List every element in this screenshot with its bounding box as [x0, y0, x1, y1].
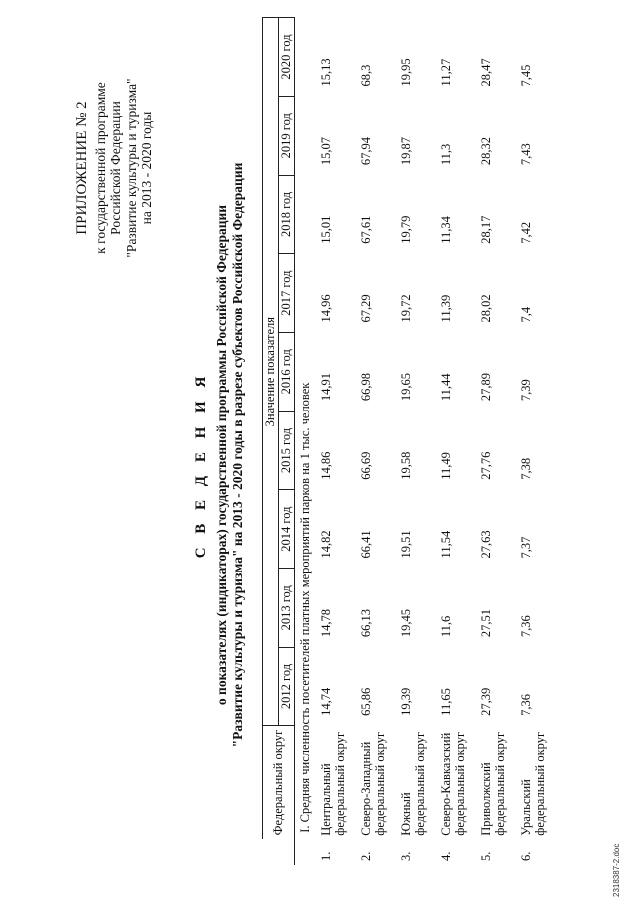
row-number: 4.	[439, 851, 453, 861]
row-value: 27,89	[479, 373, 493, 402]
row-region: Северо-Кавказский федеральный округ	[439, 731, 467, 836]
row-value: 66,69	[359, 451, 373, 480]
subtitle-line: "Развитие культуры и туризма" на 2013 - 2020 годы в разрезе субъектов Российской Федерации	[230, 162, 245, 748]
table-row	[475, 18, 515, 866]
row-region: Южный федеральный округ	[399, 731, 427, 836]
row-region: Центральный федеральный округ	[319, 731, 347, 836]
row-value: 19,72	[399, 294, 413, 323]
row-value: 66,41	[359, 530, 373, 559]
row-value: 27,51	[479, 609, 493, 638]
row-number: 1.	[319, 851, 333, 861]
header-year: 2015 год	[279, 411, 295, 490]
section-row	[295, 18, 316, 866]
header-year: 2017 год	[279, 254, 295, 333]
row-value: 7,4	[519, 306, 533, 323]
row-value: 7,43	[519, 143, 533, 166]
row-value: 66,13	[359, 609, 373, 638]
section-title: I. Средняя численность посетителей платных мероприятий парков на 1 тыс. человек	[297, 382, 312, 833]
header-group: Значение показателя	[263, 18, 279, 726]
row-number: 6.	[519, 851, 533, 861]
row-value: 11,3	[439, 143, 453, 166]
row-number: 3.	[399, 851, 413, 861]
header-year: 2013 год	[279, 568, 295, 647]
row-value: 67,29	[359, 294, 373, 323]
appendix-line: на 2013 - 2020 годы	[139, 111, 154, 225]
document-title: С В Е Д Е Н И Я	[193, 371, 209, 559]
table-row	[395, 18, 435, 866]
document-id: 2318387-2.doc	[612, 843, 621, 897]
row-value: 14,82	[319, 530, 333, 559]
row-value: 15,01	[319, 215, 333, 244]
row-value: 67,94	[359, 136, 373, 166]
row-value: 28,32	[479, 136, 493, 166]
row-value: 7,36	[519, 615, 533, 638]
appendix-line: "Развитие культуры и туризма"	[123, 78, 139, 258]
appendix-number: ПРИЛОЖЕНИЕ № 2	[74, 101, 90, 235]
row-value: 11,6	[439, 615, 453, 638]
row-value: 7,38	[519, 457, 533, 480]
row-value: 27,39	[479, 687, 493, 716]
row-value: 11,44	[439, 373, 453, 402]
row-value: 7,39	[519, 379, 533, 402]
row-value: 7,36	[519, 693, 533, 716]
row-value: 15,13	[319, 58, 333, 87]
header-year: 2018 год	[279, 175, 295, 254]
row-region: Приволжский федеральный округ	[479, 731, 507, 836]
row-value: 65,86	[359, 687, 373, 716]
row-value: 14,74	[319, 687, 333, 716]
table-row	[315, 18, 355, 866]
table-row	[435, 18, 475, 866]
row-value: 19,87	[399, 136, 413, 166]
row-value: 19,95	[399, 58, 413, 87]
table-row	[515, 18, 555, 866]
row-value: 28,17	[479, 215, 493, 244]
row-value: 68,3	[359, 64, 373, 87]
row-value: 19,45	[399, 609, 413, 638]
row-value: 27,63	[479, 530, 493, 559]
header-year: 2020 год	[279, 18, 295, 97]
table-header-row	[263, 18, 279, 866]
row-value: 7,37	[519, 536, 533, 559]
row-value: 11,34	[439, 216, 453, 244]
row-value: 11,49	[439, 452, 453, 480]
document-subtitle	[214, 65, 246, 845]
row-number: 5.	[479, 851, 493, 861]
row-value: 7,42	[519, 221, 533, 244]
row-value: 66,98	[359, 373, 373, 402]
row-value: 67,61	[359, 215, 373, 244]
row-value: 19,79	[399, 215, 413, 244]
row-value: 19,51	[399, 530, 413, 559]
row-value: 11,39	[439, 294, 453, 323]
header-year: 2014 год	[279, 490, 295, 569]
appendix-block	[75, 43, 155, 293]
header-year: 2019 год	[279, 96, 295, 175]
row-value: 7,45	[519, 64, 533, 87]
row-value: 11,54	[439, 530, 453, 559]
row-region: Уральский федеральный округ	[519, 731, 547, 836]
row-value: 14,96	[319, 294, 333, 323]
section-spacer	[295, 839, 316, 865]
row-value: 19,58	[399, 451, 413, 480]
row-value: 11,27	[439, 58, 453, 87]
row-number: 2.	[359, 851, 373, 861]
row-value: 28,02	[479, 294, 493, 323]
header-number-cell	[263, 839, 295, 865]
row-value: 14,86	[319, 451, 333, 480]
header-region: Федеральный округ	[263, 726, 295, 839]
appendix-line: Российской Федерации	[108, 101, 123, 235]
row-value: 19,65	[399, 373, 413, 402]
row-value: 14,91	[319, 373, 333, 402]
table-body	[295, 18, 556, 866]
row-region: Северо-Западный федеральный округ	[359, 731, 387, 836]
row-value: 28,47	[479, 58, 493, 87]
row-value: 11,65	[439, 688, 453, 716]
table-row	[355, 18, 395, 866]
row-value: 14,78	[319, 609, 333, 638]
appendix-line: к государственной программе	[92, 82, 108, 254]
row-value: 19,39	[399, 687, 413, 716]
header-year: 2012 год	[279, 647, 295, 726]
indicators-table	[262, 17, 555, 865]
header-year: 2016 год	[279, 332, 295, 411]
subtitle-line: о показателях (индикаторах) государственной программы Российской Федерации	[214, 204, 229, 706]
row-value: 27,76	[479, 451, 493, 480]
row-value: 15,07	[319, 136, 333, 166]
